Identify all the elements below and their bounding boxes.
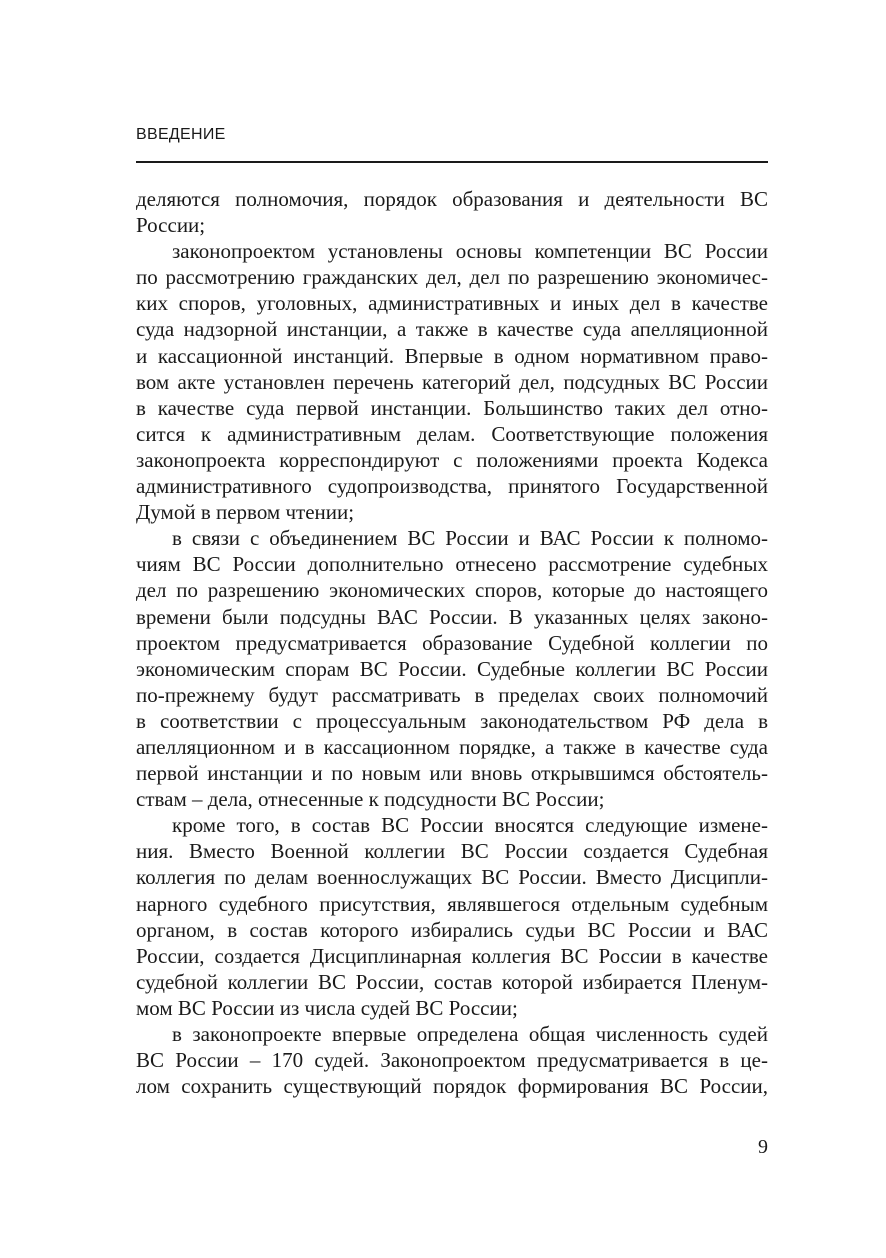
text-line: и кассационной инстанций. Впервые в одном нормативном право- (136, 343, 768, 368)
text-line: органом, в состав которого избирались судьи ВС России и ВАС (136, 917, 768, 942)
text-line: по-прежнему будут рассматривать в пределах своих полномочий (136, 682, 768, 707)
text-line: ствам – дела, отнесенные к подсудности ВС России; (136, 787, 605, 812)
text-line: времени были подсудны ВАС России. В указанных целях законо- (136, 604, 768, 629)
text-line: вом акте установлен перечень категорий дел, подсудных ВС России (136, 369, 768, 394)
text-line: сится к административным делам. Соответствующие положения (136, 421, 768, 446)
text-line: экономическим спорам ВС России. Судебные коллегии ВС России (136, 656, 768, 681)
text-line: ВС России – 170 судей. Законопроектом предусматривается в це- (136, 1048, 768, 1073)
text-line: деляются полномочия, порядок образования и деятельности ВС (136, 187, 768, 211)
text-line: в законопроекте впервые определена общая численность судей (172, 1022, 768, 1046)
text-line: в связи с объединением ВС России и ВАС России к полномо- (172, 526, 768, 551)
running-header: ВВЕДЕНИЕ (136, 126, 226, 143)
text-line: ких споров, уголовных, административных и иных дел в качестве (136, 291, 768, 316)
text-line: законопроекта корреспондируют с положениями проекта Кодекса (136, 447, 768, 472)
text-line: судебной коллегии ВС России, состав которой избирается Пленум- (136, 969, 768, 994)
text-line: ния. Вместо Военной коллегии ВС России создается Судебная (136, 839, 768, 864)
text-line: Думой в первом чтении; (136, 500, 355, 525)
text-line: суда надзорной инстанции, а также в качестве суда апелляционной (136, 317, 768, 342)
text-line: России, создается Дисциплинарная коллегия ВС России в качестве (136, 943, 768, 968)
text-line: первой инстанции и по новым или вновь открывшимся обстоятель- (136, 761, 768, 786)
text-line: в качестве суда первой инстанции. Большинство таких дел отно- (136, 395, 768, 420)
text-line: России; (136, 213, 206, 238)
text-line: нарного судебного присутствия, являвшегося отдельным судебным (136, 891, 768, 916)
text-line: кроме того, в состав ВС России вносятся следующие измене- (172, 813, 768, 838)
body-text (136, 186, 768, 1099)
text-line: по рассмотрению гражданских дел, дел по разрешению экономичес- (136, 265, 768, 290)
text-line: лом сохранить существующий порядок формирования ВС России, (136, 1074, 768, 1099)
text-line: в соответствии с процессуальным законодательством РФ дела в (136, 708, 768, 733)
page-number: 9 (758, 1136, 768, 1158)
header-rule (136, 161, 768, 163)
text-line: коллегия по делам военнослужащих ВС России. Вместо Дисципли- (136, 865, 768, 890)
text-line: проектом предусматривается образование Судебной коллегии по (136, 630, 768, 655)
text-line: мом ВС России из числа судей ВС России; (136, 995, 518, 1020)
text-line: чиям ВС России дополнительно отнесено рассмотрение судебных (136, 552, 768, 577)
text-line: апелляционном и в кассационном порядке, а также в качестве суда (136, 734, 768, 759)
text-line: административного судопроизводства, принятого Государственной (136, 474, 768, 499)
text-line: дел по разрешению экономических споров, которые до настоящего (136, 578, 768, 603)
text-line: законопроектом установлены основы компетенции ВС России (172, 239, 768, 264)
